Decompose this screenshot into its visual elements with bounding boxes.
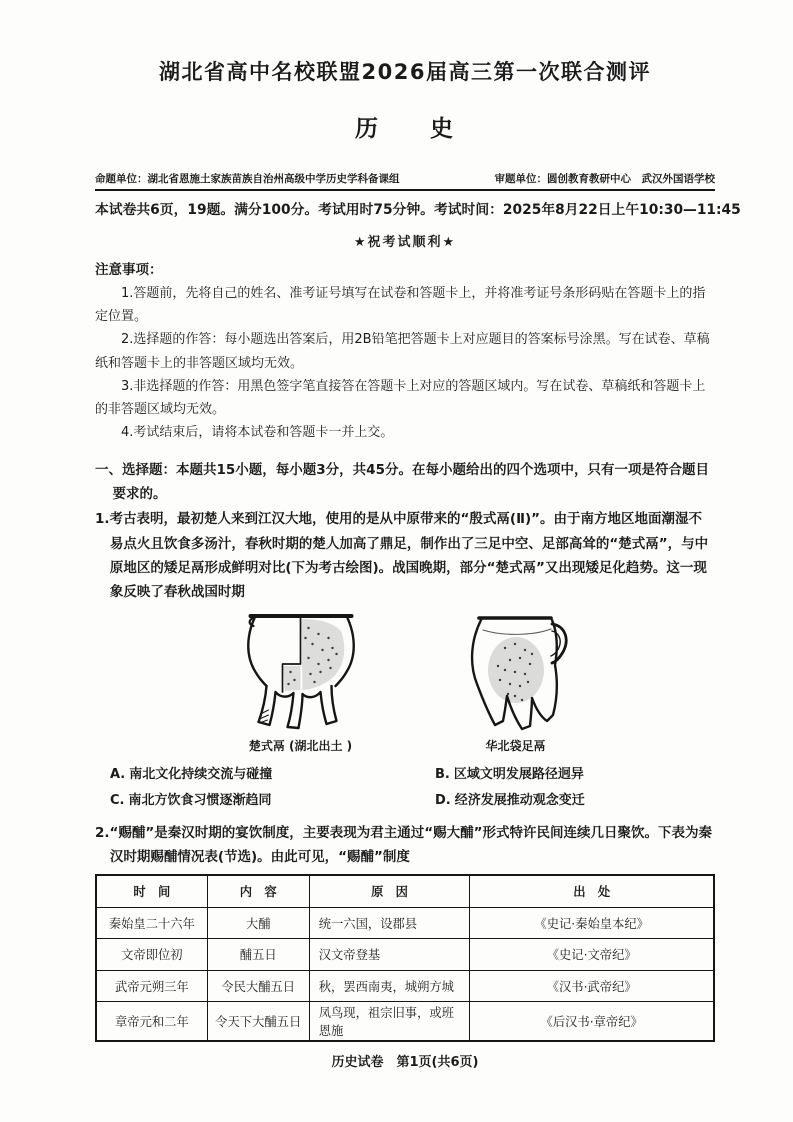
- exam-time: 考试时间：2025年8月22日上午10:30—11:45: [433, 202, 741, 218]
- table-header-cell: 出 处: [470, 875, 714, 907]
- unit-info-row: [95, 171, 715, 186]
- table-cell: 令民大酺五日: [207, 970, 309, 1002]
- table-row: [96, 1002, 714, 1042]
- table-cell: 武帝元朔三年: [96, 970, 207, 1002]
- notice-section: [95, 259, 715, 444]
- table-header-cell: 内 容: [207, 875, 309, 907]
- exam-wish: ★祝考试顺利★: [353, 235, 457, 250]
- table-cell: 文帝即位初: [96, 939, 207, 971]
- figure-huabei-li: [459, 608, 573, 754]
- question-2: [95, 821, 715, 1043]
- option-row: [110, 788, 715, 815]
- notice-item: 1.答题前，先将自己的姓名、准考证号填写在试卷和答题卡上，并将准考证号条形码贴在答题卡上的指定位置。: [95, 286, 706, 325]
- table-cell: 酺五日: [207, 939, 309, 971]
- huabei-li-vessel-drawing-icon: [459, 608, 573, 734]
- option-b: B. 区域文明发展路径迥异: [435, 766, 584, 782]
- notice-title: 注意事项：: [95, 262, 163, 278]
- cifu-table: [95, 874, 715, 1042]
- question-1-options: [95, 762, 715, 815]
- option-c: C. 南北方饮食习惯逐渐趋同: [110, 793, 272, 809]
- table-cell: 凤鸟现，祖宗旧事，或班恩施: [309, 1002, 470, 1042]
- table-header-cell: 原 因: [309, 875, 470, 907]
- table-cell: 汉文帝登基: [309, 939, 470, 971]
- table-cell: 《史记·文帝纪》: [470, 939, 714, 971]
- notice-item: 3.非选择题的作答：用黑色签字笔直接答在答题卡上对应的答题区域内。写在试卷、草稿纸和答题卡上的非答题区域均无效。: [95, 378, 706, 418]
- question-2-stem: 2.“赐酺”是秦汉时期的宴饮制度，主要表现为君主通过“赐大酺”形式特许民间连续几日聚饮。下表为秦汉时期赐酺情况表(节选)。由此可见，“赐酺”制度: [95, 824, 713, 865]
- subject-title: 历 史: [355, 116, 455, 142]
- header-divider: [95, 189, 715, 191]
- table-cell: 秦始皇二十六年: [96, 907, 207, 939]
- figure-caption-right: 华北袋足鬲: [485, 738, 546, 753]
- paper-info: 本试卷共6页，19题。满分100分。考试用时75分钟。: [95, 202, 434, 218]
- option-d: D. 经济发展推动观念变迁: [435, 793, 585, 809]
- figure-caption-left: 楚式鬲 (湖北出土 ): [248, 738, 353, 753]
- table-cell: 《后汉书·章帝纪》: [470, 1002, 714, 1042]
- table-row: [96, 907, 714, 939]
- page-title: 湖北省高中名校联盟2026届高三第一次联合测评: [159, 60, 651, 84]
- table-cell: 章帝元和二年: [96, 1002, 207, 1042]
- setter-unit: 命题单位：湖北省恩施土家族苗族自治州高级中学历史学科备课组: [95, 173, 400, 185]
- notice-item: 4.考试结束后，请将本试卷和答题卡一并上交。: [121, 425, 394, 441]
- option-row: [110, 762, 715, 789]
- table-cell: 《汉书·武帝纪》: [470, 970, 714, 1002]
- table-cell: 令天下大酺五日: [207, 1002, 309, 1042]
- notice-item: 2.选择题的作答：每小题选出答案后，用2B铅笔把答题卡上对应题目的答案标号涂黑。写在试卷、草稿纸和答题卡上的非答题区域均无效。: [95, 332, 710, 371]
- table-header-row: [96, 875, 714, 907]
- chu-li-vessel-drawing-icon: [238, 608, 364, 734]
- table-cell: 大酺: [207, 907, 309, 939]
- table-header-cell: 时 间: [96, 875, 207, 907]
- page-footer: 历史试卷 第1页(共6页): [331, 1055, 479, 1071]
- table-cell: 秋，罢西南夷，城朔方城: [309, 970, 470, 1002]
- table-cell: 统一六国，设郡县: [309, 907, 470, 939]
- question-1-figures: [95, 608, 715, 754]
- question-1-stem: 1.考古表明，最初楚人来到江汉大地，使用的是从中原带来的“殷式鬲(Ⅱ)”。由于南方地区地面潮湿不易点火且饮食多汤汁，春秋时期的楚人加高了鼎足，制作出了三足中空、足部高耸的“楚式鬲”，与中原地区的矮足鬲形成鲜明对比(下为考古绘图)。战国晚期，部分“楚式鬲”又出现矮足化趋势。这一现象反映了春秋战国时期: [95, 511, 709, 601]
- option-a: A. 南北文化持续交流与碰撞: [110, 766, 273, 782]
- paper-info-row: [95, 198, 741, 218]
- section-heading: 一、选择题：本题共15小题，每小题3分，共45分。在每小题给出的四个选项中，只有一项是符合题目要求的。: [95, 462, 709, 503]
- table-row: [96, 970, 714, 1002]
- figure-chu-li: [238, 608, 364, 754]
- table-row: [96, 939, 714, 971]
- reviewer-unit: 审题单位：圆创教育教研中心 武汉外国语学校: [494, 173, 715, 185]
- table-cell: 《史记·秦始皇本纪》: [470, 907, 714, 939]
